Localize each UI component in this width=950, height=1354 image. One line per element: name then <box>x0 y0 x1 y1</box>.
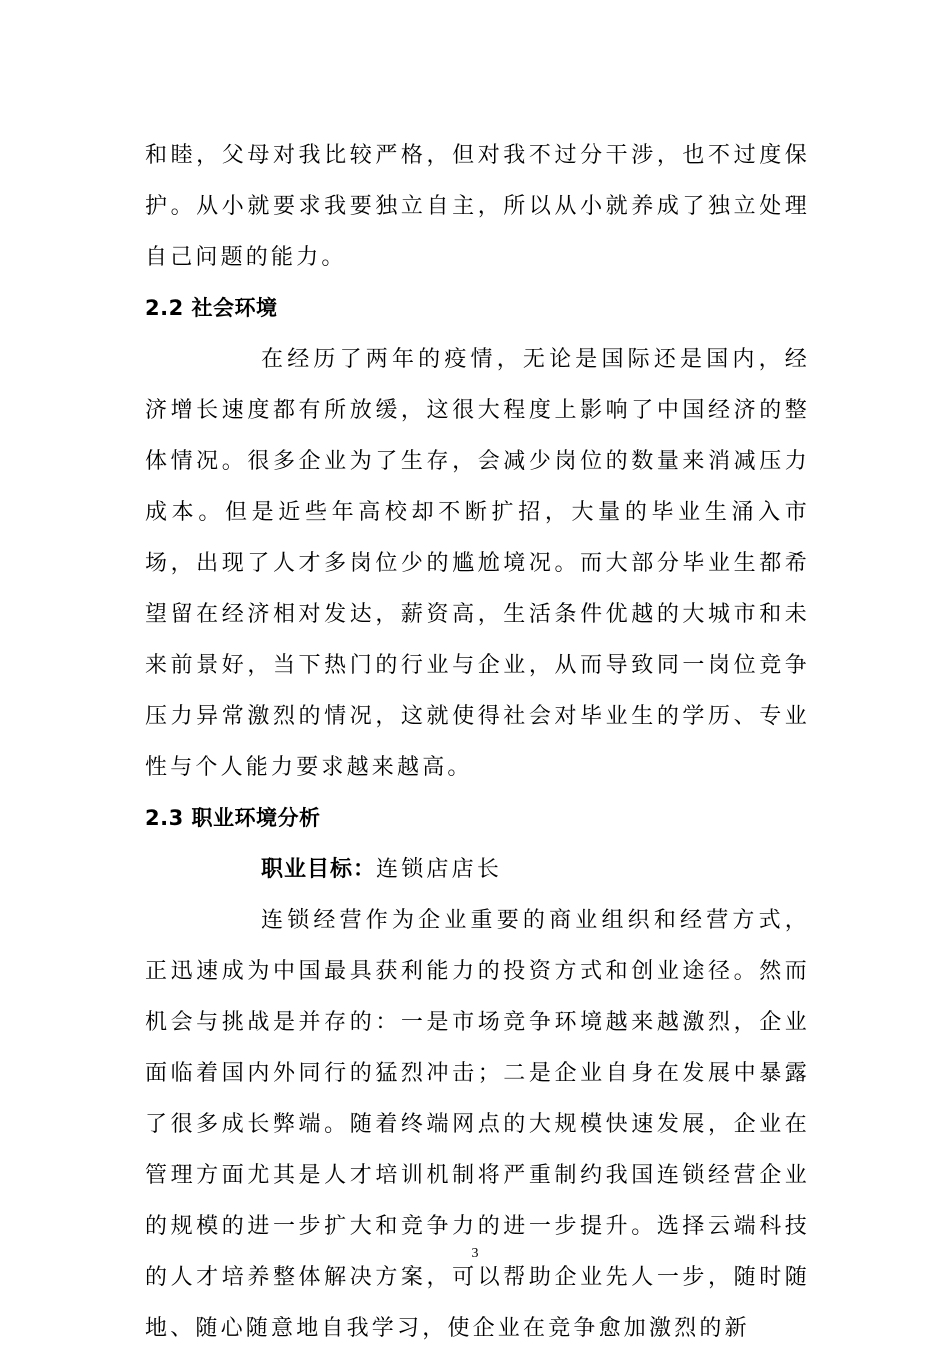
paragraph-social-environment: 在经历了两年的疫情，无论是国际还是国内，经济增长速度都有所放缓，这很大程度上影响了中国经济的整体情况。很多企业为了生存，会减少岗位的数量来消减压力成本。但是近些年高校却不断扩招，大量的毕业生涌入市场，出现了人才多岗位少的尴尬境况。而大部分毕业生都希望留在经济相对发达，薪资高，生活条件优越的大城市和未来前景好，当下热门的行业与企业，从而导致同一岗位竞争压力异常激烈的情况，这就使得社会对毕业生的学历、专业性与个人能力要求越来越高。 <box>145 347 810 780</box>
section-heading-career-environment: 2.3 职业环境分析 <box>145 806 321 830</box>
paragraph-chain-operation: 连锁经营作为企业重要的商业组织和经营方式，正迅速成为中国最具获利能力的投资方式和创业途径。然而机会与挑战是并存的：一是市场竞争环境越来越激烈，企业面临着国内外同行的猛烈冲击；二是企业自身在发展中暴露了很多成长弊端。随着终端网点的大规模快速发展，企业在管理方面尤其是人才培训机制将严重制约我国连锁经营企业的规模的进一步扩大和竞争力的进一步提升。选择云端科技的人才培养整体解决方案，可以帮助企业先人一步，随时随地、随心随意地自我学习，使企业在竞争愈加激烈的新 <box>145 908 810 1341</box>
section-heading-social-environment: 2.2 社会环境 <box>145 296 278 320</box>
career-goal-label: 职业目标： <box>261 857 377 882</box>
career-goal-value: 连锁店店长 <box>376 857 503 882</box>
career-goal-line <box>145 844 810 895</box>
page-number: 3 <box>471 1246 479 1261</box>
page-body <box>145 130 810 1354</box>
paragraph-family: 和睦，父母对我比较严格，但对我不过分干涉，也不过度保护。从小就要求我要独立自主，所以从小就养成了独立处理自己问题的能力。 <box>145 143 810 270</box>
